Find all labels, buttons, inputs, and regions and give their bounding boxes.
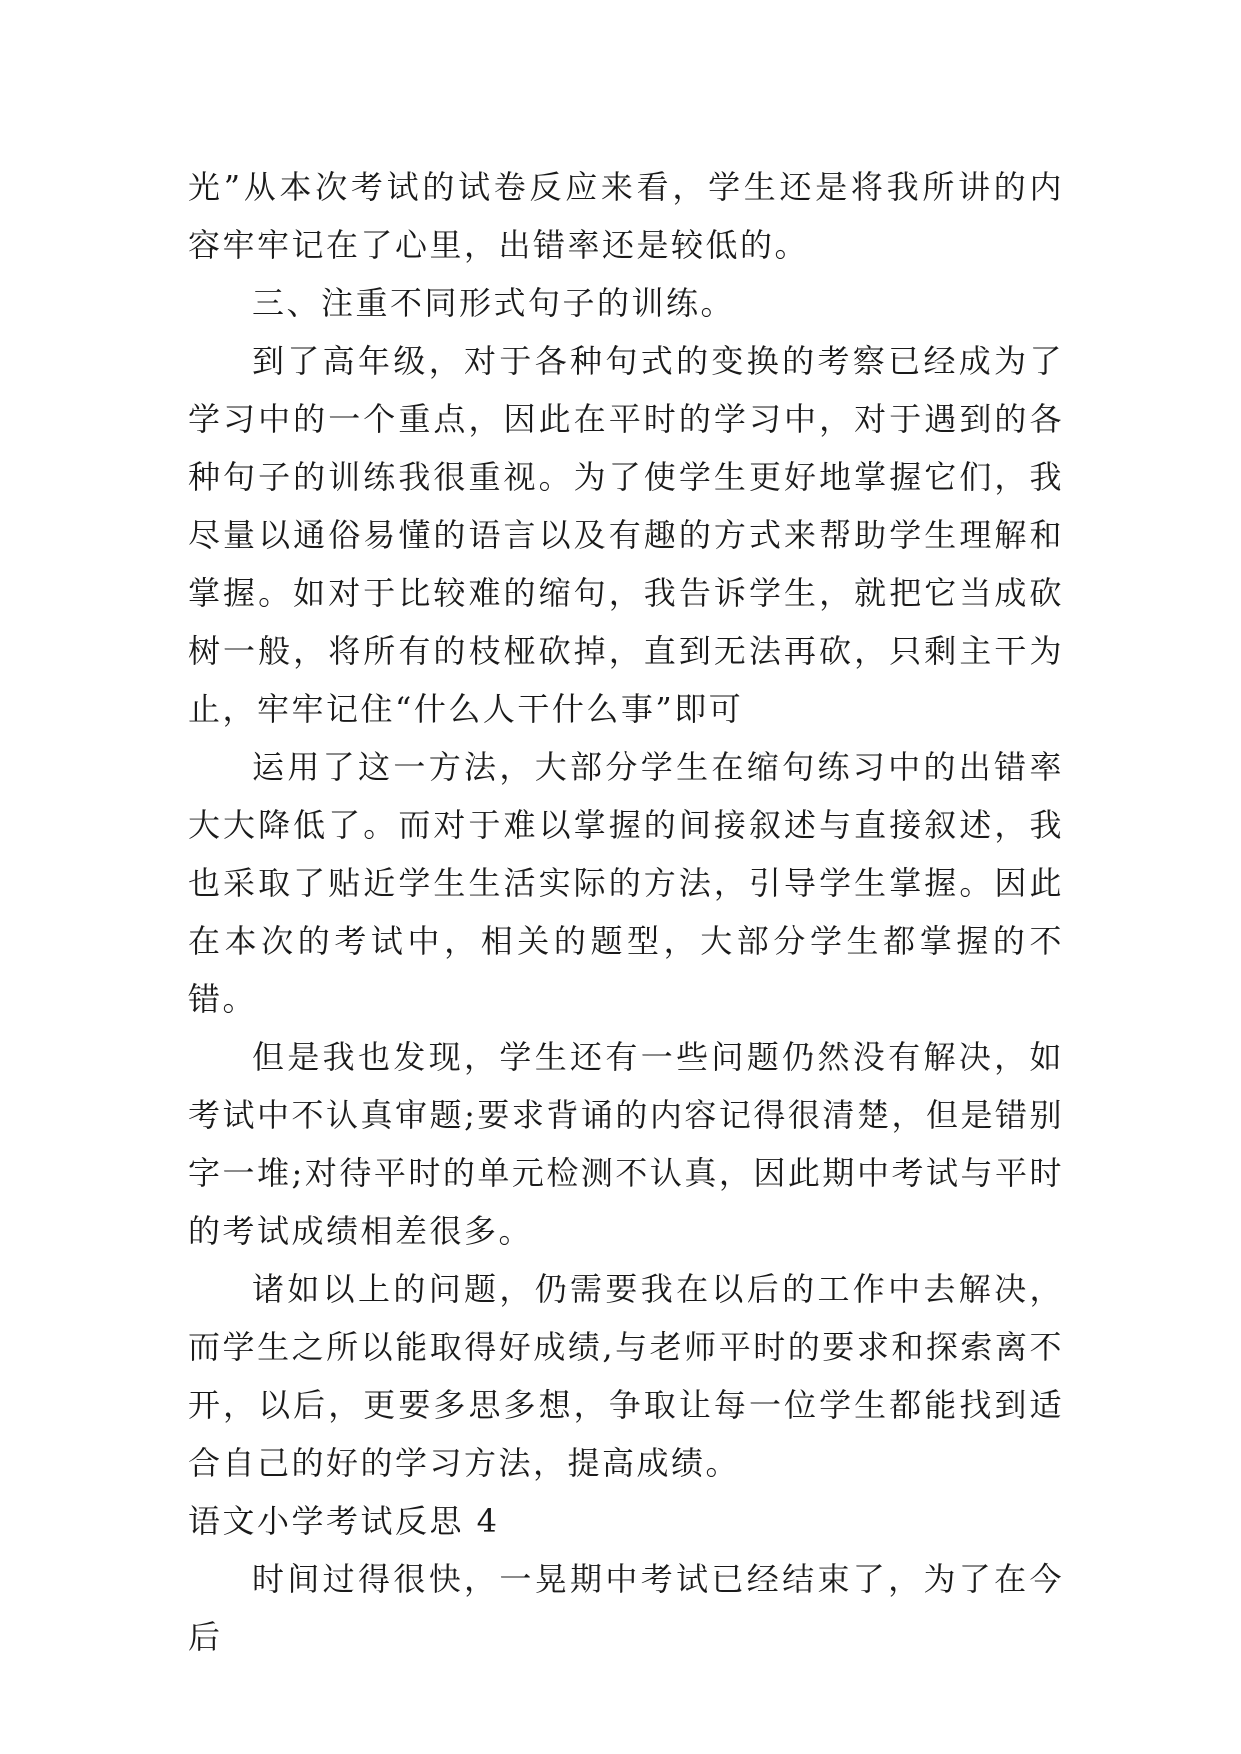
paragraph-new-section-start: 时间过得很快，一晃期中考试已经结束了，为了在今后 <box>188 1560 1064 1656</box>
section-title: 语文小学考试反思 4 <box>188 1502 500 1540</box>
paragraph-problems: 但是我也发现，学生还有一些问题仍然没有解决，如考试中不认真审题;要求背诵的内容记得很清楚，但是错别字一堆;对待平时的单元检测不认真，因此期中考试与平时的考试成绩相差很多。 <box>188 1038 1064 1250</box>
paragraph-conclusion: 诸如以上的问题，仍需要我在以后的工作中去解决，而学生之所以能取得好成绩,与老师平时的要求和探索离不开，以后，更要多思多想，争取让每一位学生都能找到适合自己的好的学习方法，提高成绩。 <box>188 1270 1064 1482</box>
paragraph-method-results: 运用了这一方法，大部分学生在缩句练习中的出错率大大降低了。而对于难以掌握的间接叙述与直接叙述，我也采取了贴近学生生活实际的方法，引导学生掌握。因此在本次的考试中，相关的题型，大部分学生都掌握的不错。 <box>188 748 1064 1018</box>
paragraph-sentence-training: 到了高年级，对于各种句式的变换的考察已经成为了学习中的一个重点，因此在平时的学习中，对于遇到的各种句子的训练我很重视。为了使学生更好地掌握它们，我尽量以通俗易懂的语言以及有趣的方式来帮助学生理解和掌握。如对于比较难的缩句，我告诉学生，就把它当成砍树一般，将所有的枝桠砍掉，直到无法再砍，只剩主干为止，牢牢记住“什么人干什么事”即可 <box>188 342 1064 728</box>
paragraph-continuation: 光”从本次考试的试卷反应来看，学生还是将我所讲的内容牢牢记在了心里，出错率还是较低的。 <box>188 168 1064 264</box>
section-heading-sentence-training: 三、注重不同形式句子的训练。 <box>252 284 736 322</box>
document-body <box>188 158 1064 1666</box>
